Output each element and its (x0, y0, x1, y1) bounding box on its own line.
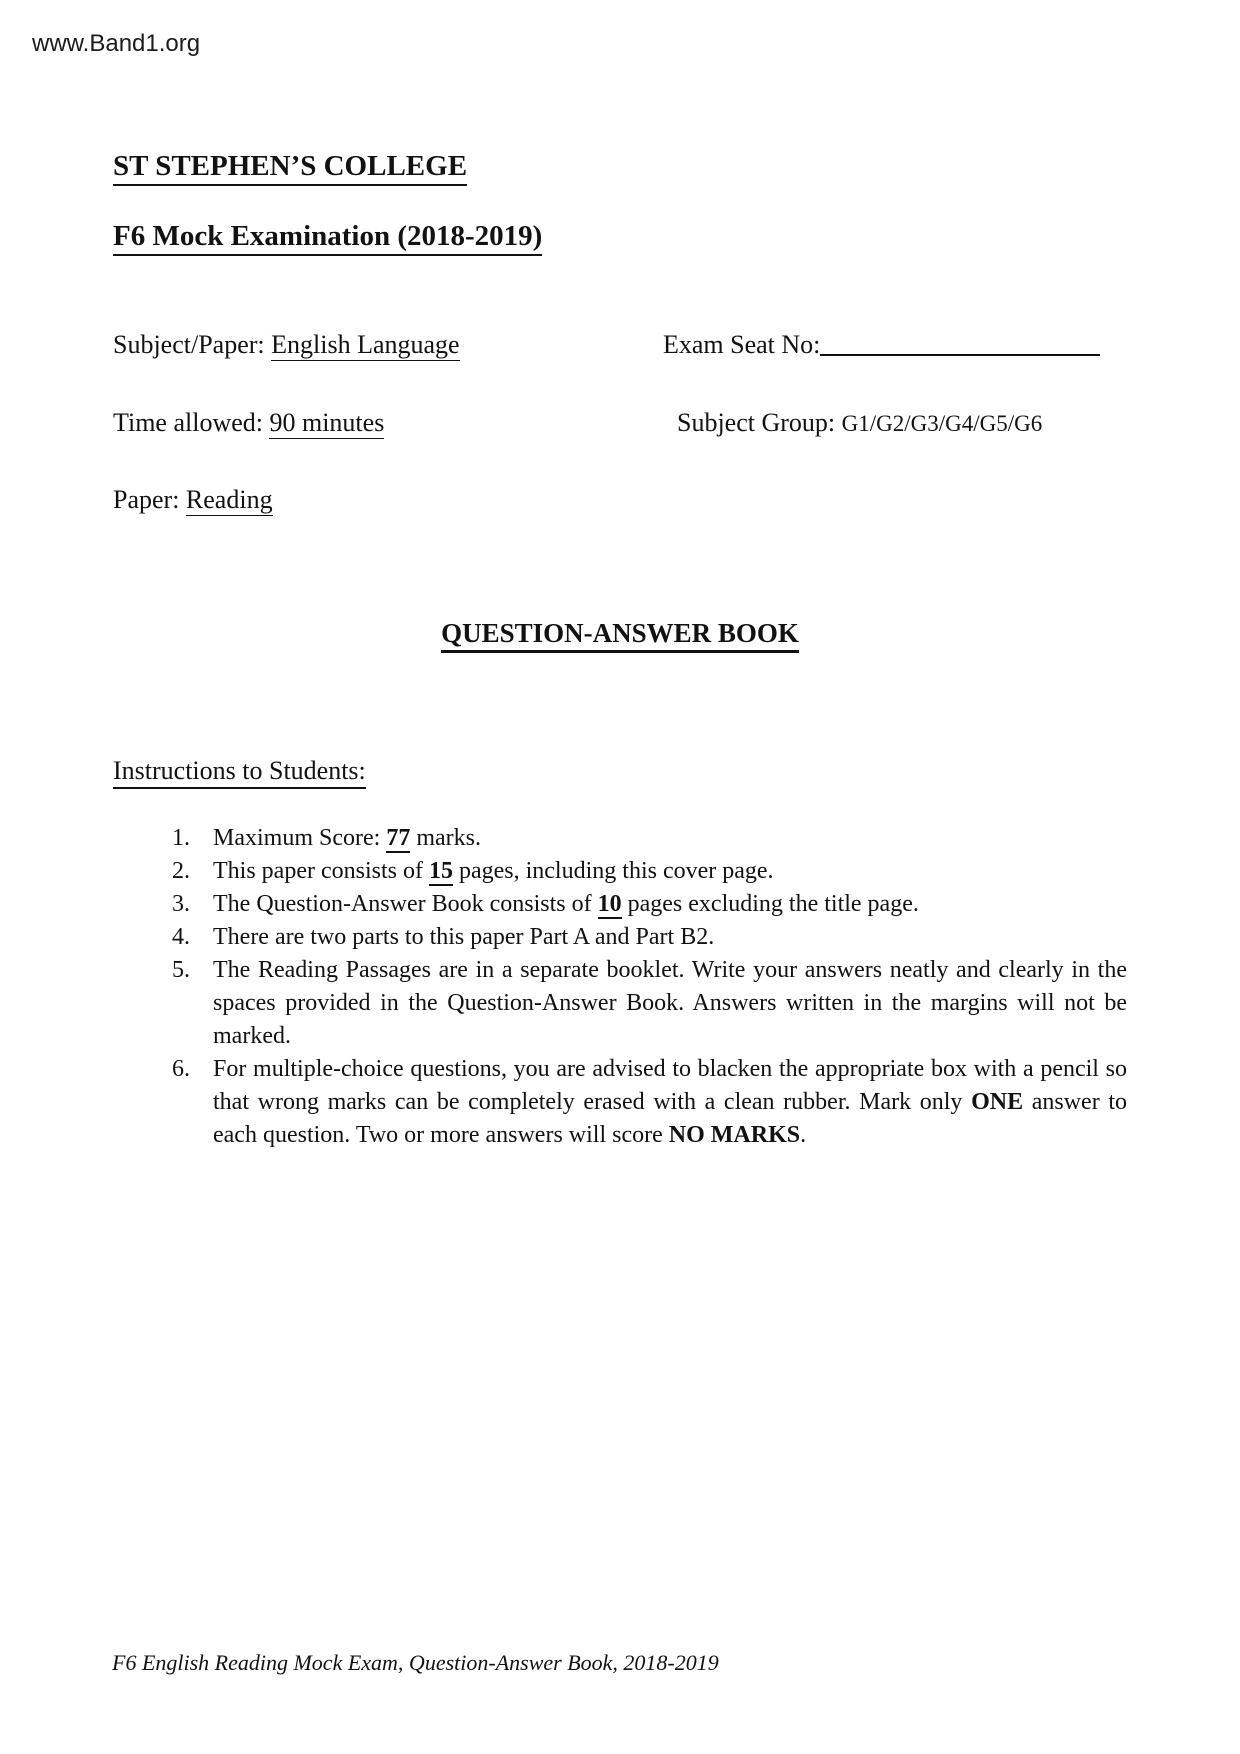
instruction-item (172, 1053, 1127, 1152)
instructions-heading-text: Instructions to Students: (113, 756, 366, 789)
subject-paper-value: English Language (271, 330, 460, 359)
instruction-number: 1. (172, 825, 190, 851)
instruction-item (172, 822, 1127, 855)
instruction-item (172, 921, 1127, 954)
subject-group-label: Subject Group: (677, 408, 836, 437)
school-name-text: ST STEPHEN’S COLLEGE (113, 150, 467, 186)
subject-paper-row (113, 330, 460, 360)
instruction-text: Maximum Score: 77 marks. (213, 825, 481, 851)
instruction-text: For multiple-choice questions, you are advised to blacken the appropriate box with a pencil so that wrong marks can be completely erased with a clean rubber. Mark only ONE answer to each question. Two or more answers will score NO MARKS. (213, 1056, 1128, 1148)
instruction-text: This paper consists of 15 pages, including this cover page. (213, 858, 774, 884)
subject-paper-label: Subject/Paper: (113, 330, 265, 359)
instruction-text: The Question-Answer Book consists of 10 pages excluding the title page. (213, 891, 919, 917)
time-allowed-label: Time allowed: (113, 408, 263, 437)
school-name (113, 150, 467, 183)
instruction-item (172, 888, 1127, 921)
time-allowed-value: 90 minutes (269, 408, 385, 437)
instruction-number: 6. (172, 1056, 190, 1082)
instruction-text: The Reading Passages are in a separate booklet. Write your answers neatly and clearly in the spaces provided in the Question-Answer Book. Answers written in the margins will not be marked. (213, 957, 1127, 1049)
instruction-item (172, 855, 1127, 888)
exam-title (113, 220, 542, 253)
instruction-number: 4. (172, 924, 190, 950)
instruction-number: 3. (172, 891, 190, 917)
exam-seat-row (663, 330, 1100, 360)
time-allowed-row (113, 408, 384, 438)
page-footer: F6 English Reading Mock Exam, Question-Answer Book, 2018-2019 (112, 1650, 719, 1675)
paper-value: Reading (185, 485, 273, 514)
exam-title-text: F6 Mock Examination (2018-2019) (113, 220, 542, 256)
instructions-heading (113, 756, 366, 786)
site-watermark: www.Band1.org (32, 30, 201, 57)
instructions-list (172, 822, 1127, 1152)
book-title-text: QUESTION-ANSWER BOOK (441, 618, 799, 653)
subject-group-value: G1/G2/G3/G4/G5/G6 (841, 411, 1043, 436)
instruction-text: There are two parts to this paper Part A and Part B2. (213, 924, 715, 950)
instruction-number: 5. (172, 957, 190, 983)
paper-row (113, 485, 273, 515)
book-title (0, 618, 1240, 649)
exam-seat-blank-line (820, 354, 1100, 356)
instruction-number: 2. (172, 858, 190, 884)
subject-group-row (677, 408, 1042, 438)
paper-label: Paper: (113, 485, 180, 514)
instruction-item (172, 954, 1127, 1053)
exam-seat-label: Exam Seat No: (663, 330, 821, 359)
